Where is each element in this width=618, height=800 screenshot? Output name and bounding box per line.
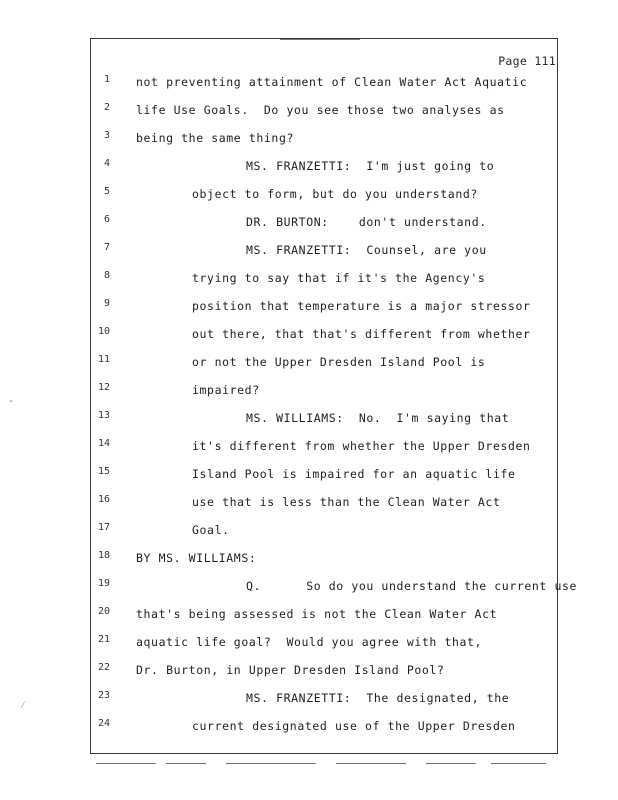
line-number-text: 23	[97, 690, 110, 701]
line-number-text: 24	[97, 718, 110, 729]
line-number-text: 14	[97, 438, 110, 449]
line-number-text: 9	[103, 298, 110, 309]
line-number-text: 19	[97, 578, 110, 589]
line-number-text: 20	[97, 606, 110, 617]
transcript-line: out there, that that's different from whether	[192, 327, 531, 341]
margin-scan-mark: ˇ	[8, 400, 15, 411]
bottom-scan-artifact	[96, 763, 550, 769]
line-number-text: 6	[103, 214, 110, 225]
line-number-text: 8	[103, 270, 110, 281]
transcript-line: Island Pool is impaired for an aquatic life	[192, 467, 516, 481]
transcript-line: DR. BURTON: don't understand.	[246, 215, 487, 229]
transcript-line: MS. FRANZETTI: Counsel, are you	[246, 243, 487, 257]
line-number-text: 2	[103, 102, 110, 113]
line-number-text: 7	[103, 242, 110, 253]
transcript-line: Dr. Burton, in Upper Dresden Island Pool?	[136, 663, 445, 677]
page-number: Page 111	[498, 54, 556, 68]
margin-scan-mark: ⁄	[20, 700, 27, 711]
transcript-line: MS. FRANZETTI: I'm just going to	[246, 159, 495, 173]
line-number-text: 4	[103, 158, 110, 169]
line-number-text: 11	[97, 354, 110, 365]
transcript-line: impaired?	[192, 383, 260, 397]
transcript-line: it's different from whether the Upper Dresden	[192, 439, 531, 453]
transcript-line: not preventing attainment of Clean Water Act Aquatic	[136, 75, 528, 89]
transcript-line: aquatic life goal? Would you agree with that,	[136, 635, 483, 649]
transcript-line: Q. So do you understand the current use	[246, 579, 578, 593]
line-number-text: 18	[97, 550, 110, 561]
line-number-text: 21	[97, 634, 110, 645]
line-number-text: 16	[97, 494, 110, 505]
line-number-text: 1	[103, 74, 110, 85]
line-number-text: 17	[97, 522, 110, 533]
top-edge-mark	[280, 39, 360, 40]
transcript-line: or not the Upper Dresden Island Pool is	[192, 355, 486, 369]
transcript-line: current designated use of the Upper Dresden	[192, 719, 516, 733]
transcript-line: MS. FRANZETTI: The designated, the	[246, 691, 510, 705]
transcript-line: being the same thing?	[136, 131, 294, 145]
line-number-text: 10	[97, 326, 110, 337]
transcript-line: MS. WILLIAMS: No. I'm saying that	[246, 411, 510, 425]
line-number-text: 5	[103, 186, 110, 197]
transcript-line: position that temperature is a major stressor	[192, 299, 531, 313]
line-number-text: 13	[97, 410, 110, 421]
transcript-line: life Use Goals. Do you see those two analyses as	[136, 103, 505, 117]
transcript-line: object to form, but do you understand?	[192, 187, 478, 201]
line-number-text: 15	[97, 466, 110, 477]
transcript-line: that's being assessed is not the Clean Water Act	[136, 607, 498, 621]
line-number-text: 22	[97, 662, 110, 673]
line-number-text: 12	[97, 382, 110, 393]
transcript-line: Goal.	[192, 523, 230, 537]
transcript-line: BY MS. WILLIAMS:	[136, 551, 257, 565]
line-number-text: 3	[103, 130, 110, 141]
transcript-line: use that is less than the Clean Water Act	[192, 495, 501, 509]
transcript-line: trying to say that if it's the Agency's	[192, 271, 486, 285]
